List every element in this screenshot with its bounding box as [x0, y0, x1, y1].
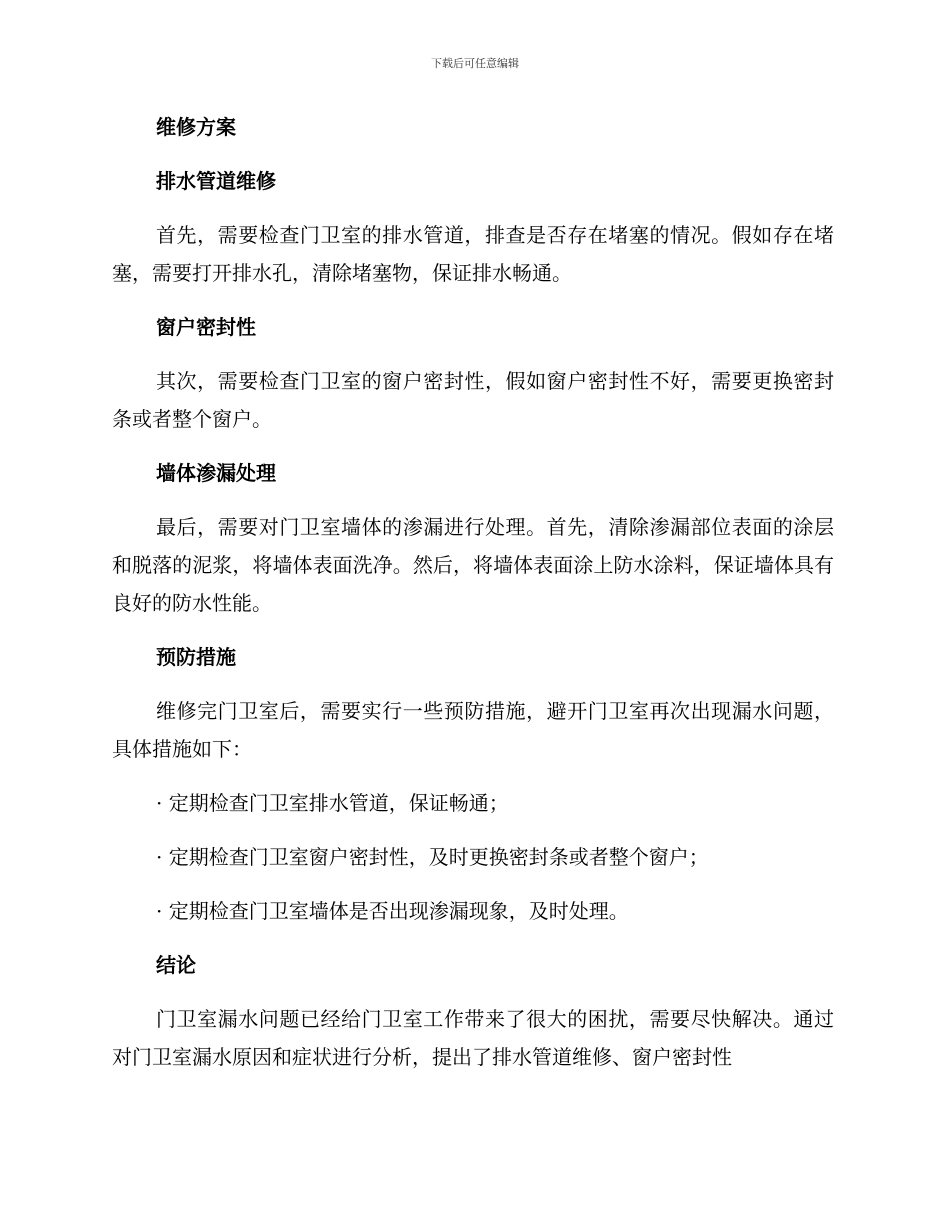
paragraph-window-seal: 其次，需要检查门卫室的窗户密封性，假如窗户密封性不好，需要更换密封条或者整个窗户。 — [112, 369, 834, 431]
list-item: · 定期检查门卫室墙体是否出现渗漏现象，及时处理。 — [156, 899, 629, 923]
heading-window-seal: 窗户密封性 — [156, 315, 256, 339]
list-item: · 定期检查门卫室窗户密封性，及时更换密封条或者整个窗户； — [156, 845, 709, 869]
heading-drain-repair: 排水管道维修 — [156, 169, 276, 193]
document-body — [112, 108, 834, 1092]
paragraph-prevention: 维修完门卫室后，需要实行一些预防措施，避开门卫室再次出现漏水问题，具体措施如下： — [112, 699, 834, 761]
heading-repair-plan: 维修方案 — [156, 115, 236, 139]
heading-prevention: 预防措施 — [156, 645, 236, 669]
paragraph-conclusion: 门卫室漏水问题已经给门卫室工作带来了很大的困扰，需要尽快解决。通过对门卫室漏水原因和症状进行分析，提出了排水管道维修、窗户密封性 — [112, 1007, 834, 1069]
paragraph-drain-repair: 首先，需要检查门卫室的排水管道，排查是否存在堵塞的情况。假如存在堵塞，需要打开排水孔，清除堵塞物，保证排水畅通。 — [112, 223, 834, 285]
page-header: 下载后可任意编辑 — [431, 57, 519, 70]
heading-conclusion: 结论 — [156, 953, 196, 977]
list-item: · 定期检查门卫室排水管道，保证畅通； — [156, 791, 509, 815]
paragraph-wall-leak: 最后，需要对门卫室墙体的渗漏进行处理。首先，清除渗漏部位表面的涂层和脱落的泥浆，将墙体表面洗净。然后，将墙体表面涂上防水涂料，保证墙体具有良好的防水性能。 — [112, 515, 834, 615]
heading-wall-leak: 墙体渗漏处理 — [156, 461, 276, 485]
